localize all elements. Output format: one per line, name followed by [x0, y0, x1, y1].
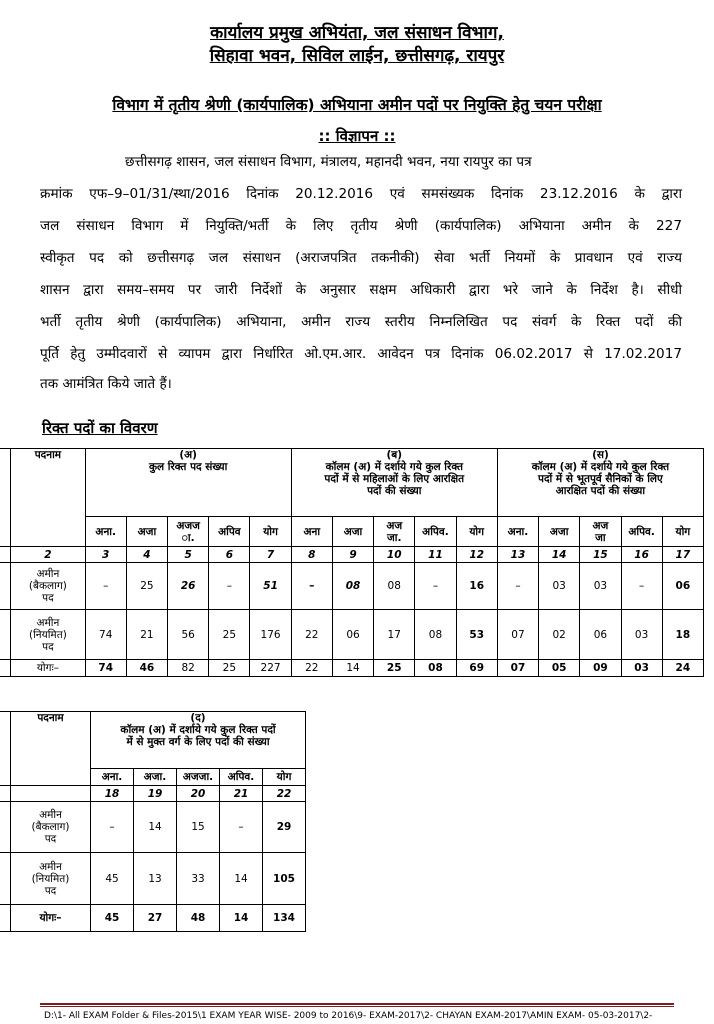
category-header: योग	[250, 517, 291, 547]
column-number: 21	[220, 786, 263, 802]
table-row	[0, 853, 306, 905]
column-number: 4	[126, 547, 167, 563]
value-cell: 06	[332, 610, 373, 660]
value-cell: 02	[539, 610, 580, 660]
post-name-cell	[11, 786, 91, 802]
paragraph-line: पूर्ति हेतु उम्मीदवारों से व्यापम द्वारा निर्धारित ओ.एम.आर. आवेदन पत्र दिनांक 06.02.2017 से 17.02.2017	[40, 346, 682, 362]
column-number: 22	[263, 786, 306, 802]
category-header: अपिव	[209, 517, 250, 547]
value-cell: –	[415, 563, 456, 610]
vacancy-table-body	[0, 449, 704, 677]
value-cell: 03	[539, 563, 580, 610]
table-row	[0, 660, 704, 677]
column-number: 3	[85, 547, 126, 563]
value-cell: 08	[415, 610, 456, 660]
group-c-header: (स) कॉलम (अ) में दर्शाये गये कुल रिक्त पदों में से भूतपूर्व सैनिकों के लिए आरक्षित पदों की संख्या	[497, 449, 703, 517]
value-cell: –	[291, 563, 332, 610]
table-row	[0, 802, 306, 853]
total-cell: 09	[580, 660, 621, 677]
value-cell: 15	[177, 802, 220, 853]
vacancy-table	[0, 448, 704, 677]
category-header: अजा	[126, 517, 167, 547]
table-row	[0, 449, 704, 517]
table-row	[0, 547, 704, 563]
table-row	[0, 786, 306, 802]
table-row	[0, 905, 306, 932]
column-number: 16	[621, 547, 662, 563]
vacancy-details-heading: रिक्त पदों का विवरण	[42, 419, 158, 437]
value-cell: 25	[209, 610, 250, 660]
value-cell: 26	[168, 563, 209, 610]
category-header: अजा	[539, 517, 580, 547]
total-cell: 134	[263, 905, 306, 932]
post-name-cell: अमीन (नियमित) पद	[11, 853, 91, 905]
total-cell: 07	[497, 660, 538, 677]
total-cell: 05	[539, 660, 580, 677]
total-cell: 82	[168, 660, 209, 677]
post-name-header: पदनाम	[11, 449, 85, 547]
category-header: अजा.	[134, 769, 177, 786]
value-cell: 45	[91, 853, 134, 905]
column-number: 5	[168, 547, 209, 563]
column-number: 17	[662, 547, 703, 563]
column-number: 14	[539, 547, 580, 563]
column-number: 11	[415, 547, 456, 563]
serial-cell	[0, 802, 11, 853]
value-cell: –	[220, 802, 263, 853]
value-cell: 21	[126, 610, 167, 660]
value-cell: 74	[85, 610, 126, 660]
category-header: योग	[263, 769, 306, 786]
column-number: 7	[250, 547, 291, 563]
serial-header	[0, 449, 11, 547]
table-row	[0, 712, 306, 769]
total-cell: 69	[456, 660, 497, 677]
serial-cell	[0, 905, 11, 932]
value-cell: –	[497, 563, 538, 610]
value-cell: 22	[291, 610, 332, 660]
post-name-cell: अमीन (बैकलाग) पद	[11, 563, 85, 610]
total-label: योगः–	[11, 905, 91, 932]
category-header: अजा	[332, 517, 373, 547]
category-header: अपिव.	[220, 769, 263, 786]
column-number: 13	[497, 547, 538, 563]
value-cell: 03	[580, 563, 621, 610]
paragraph-line: जल संसाधन विभाग में नियुक्ति/भर्ती के लिए तृतीय श्रेणी (कार्यपालिक) अभियाना अमीन के 227	[40, 218, 682, 234]
value-cell: 08	[374, 563, 415, 610]
value-cell: 14	[134, 802, 177, 853]
total-cell: 46	[126, 660, 167, 677]
footer-rule	[40, 1003, 674, 1005]
total-cell: 03	[621, 660, 662, 677]
office-title-line1: कार्यालय प्रमुख अभियंता, जल संसाधन विभाग,	[210, 23, 504, 43]
category-header: योग	[456, 517, 497, 547]
office-title-line2: सिहावा भवन, सिविल लाईन, छत्तीसगढ़, रायपुर	[209, 46, 505, 66]
category-header: अना.	[91, 769, 134, 786]
total-cell: 74	[85, 660, 126, 677]
total-cell: 227	[250, 660, 291, 677]
category-header: अना	[291, 517, 332, 547]
group-d-header: (द) कॉलम (अ) में दर्शाये गये कुल रिक्त पदों में से मुक्त वर्ग के लिए पदों की संख्या	[91, 712, 306, 769]
paragraph-line: शासन द्वारा समय–समय पर जारी निर्देशों के अनुसार सक्षम अधिकारी द्वारा भरे जाने के निर्देश है। सीधी	[40, 282, 682, 298]
column-number: 2	[11, 547, 85, 563]
category-header: अपिव.	[415, 517, 456, 547]
value-cell: 176	[250, 610, 291, 660]
column-number: 18	[91, 786, 134, 802]
category-header: अज जा.	[374, 517, 415, 547]
total-label: योगः–	[11, 660, 85, 677]
column-number: 10	[374, 547, 415, 563]
paragraph-line: स्वीकृत पद को छत्तीसगढ़ जल संसाधन (अराजपत्रित तकनीकी) सेवा भर्ती नियमों के प्रावधान एवं राज्य	[40, 250, 682, 266]
total-cell: 25	[209, 660, 250, 677]
column-number: 12	[456, 547, 497, 563]
value-cell: 51	[250, 563, 291, 610]
value-cell: 06	[662, 563, 703, 610]
category-header: अजजा.	[177, 769, 220, 786]
value-cell: 18	[662, 610, 703, 660]
total-cell: 08	[415, 660, 456, 677]
serial-cell	[0, 853, 11, 905]
group-a-header: (अ) कुल रिक्त पद संख्या	[85, 449, 291, 517]
value-cell: 105	[263, 853, 306, 905]
post-name-cell: अमीन (नियमित) पद	[11, 610, 85, 660]
advertisement-label: :: विज्ञापन ::	[318, 127, 396, 145]
value-cell: –	[85, 563, 126, 610]
file-path-footer: D:\1- All EXAM Folder & Files-2015\1 EXAM YEAR WISE- 2009 to 2016\9- EXAM-2017\2- CHAYAN EXAM-2017\AMIN EXAM- 05-03-2017\2-	[44, 1011, 653, 1021]
column-number: 20	[177, 786, 220, 802]
total-cell: 48	[177, 905, 220, 932]
column-number: 6	[209, 547, 250, 563]
total-cell: 22	[291, 660, 332, 677]
total-cell: 45	[91, 905, 134, 932]
exam-subject-heading: विभाग में तृतीय श्रेणी (कार्यपालिक) अभियाना अमीन पदों पर नियुक्ति हेतु चयन परीक्षा	[112, 96, 602, 114]
total-cell: 14	[220, 905, 263, 932]
serial-cell	[0, 786, 11, 802]
total-cell: 25	[374, 660, 415, 677]
serial-cell	[0, 563, 11, 610]
serial-cell	[0, 660, 11, 677]
paragraph-line: भर्ती तृतीय श्रेणी (कार्यपालिक) अभियाना, अमीन राज्य स्तरीय निम्नलिखित पद संवर्ग के रिक्त पदों की	[40, 314, 682, 330]
total-cell: 27	[134, 905, 177, 932]
value-cell: –	[91, 802, 134, 853]
value-cell: 06	[580, 610, 621, 660]
category-header: अज जा	[580, 517, 621, 547]
value-cell: 16	[456, 563, 497, 610]
group-b-header: (ब) कॉलम (अ) में दर्शाये गये कुल रिक्त पदों में से महिलाओं के लिए आरक्षित पदों की संख्या	[291, 449, 497, 517]
value-cell: 07	[497, 610, 538, 660]
table-row	[0, 517, 704, 547]
category-header: अना.	[497, 517, 538, 547]
value-cell: 03	[621, 610, 662, 660]
value-cell: 33	[177, 853, 220, 905]
total-cell: 24	[662, 660, 703, 677]
value-cell: 25	[126, 563, 167, 610]
value-cell: 53	[456, 610, 497, 660]
total-cell: 14	[332, 660, 373, 677]
paragraph-line: क्रमांक एफ–9–01/31/स्था/2016 दिनांक 20.12.2016 एवं समसंख्यक दिनांक 23.12.2016 के द्वारा	[40, 186, 682, 202]
table-row	[0, 610, 704, 660]
serial-cell	[0, 610, 11, 660]
post-name-header: पदनाम	[11, 712, 91, 786]
value-cell: –	[209, 563, 250, 610]
paragraph-line: छत्तीसगढ़ शासन, जल संसाधन विभाग, मंत्रालय, महानदी भवन, नया रायपुर का पत्र	[125, 154, 532, 170]
value-cell: –	[621, 563, 662, 610]
open-category-table-body	[0, 712, 306, 932]
column-number: 8	[291, 547, 332, 563]
paragraph-line: तक आमंत्रित किये जाते हैं।	[40, 376, 172, 392]
post-name-cell: अमीन (बैकलाग) पद	[11, 802, 91, 853]
category-header: अना.	[85, 517, 126, 547]
column-number	[0, 547, 11, 563]
value-cell: 13	[134, 853, 177, 905]
category-header: योग	[662, 517, 703, 547]
column-number: 19	[134, 786, 177, 802]
open-category-table	[0, 711, 306, 932]
column-number: 15	[580, 547, 621, 563]
column-number: 9	[332, 547, 373, 563]
value-cell: 56	[168, 610, 209, 660]
category-header: अपिव.	[621, 517, 662, 547]
value-cell: 08	[332, 563, 373, 610]
value-cell: 29	[263, 802, 306, 853]
table-row	[0, 563, 704, 610]
serial-header	[0, 712, 11, 786]
value-cell: 17	[374, 610, 415, 660]
category-header: अजज ा.	[168, 517, 209, 547]
value-cell: 14	[220, 853, 263, 905]
footer-rule-thin	[40, 1006, 674, 1007]
